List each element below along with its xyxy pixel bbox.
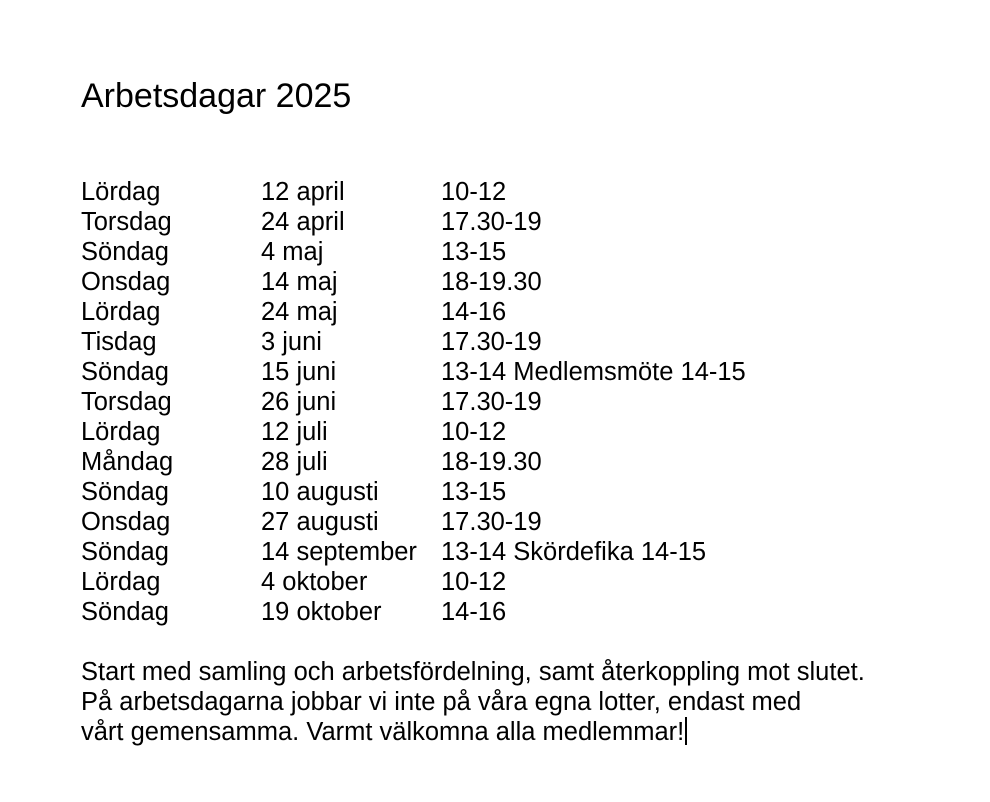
schedule-day: Lördag — [81, 298, 161, 326]
schedule-date: 15 juni — [261, 358, 337, 386]
schedule-day: Söndag — [81, 538, 169, 566]
schedule-day: Onsdag — [81, 508, 171, 536]
schedule-time: 18-19.30 — [441, 268, 542, 296]
schedule-date: 14 september — [261, 538, 417, 566]
schedule-day: Torsdag — [81, 208, 172, 236]
schedule-date: 19 oktober — [261, 598, 382, 626]
schedule-time: 17.30-19 — [441, 208, 542, 236]
footer-paragraph — [81, 657, 865, 747]
schedule-date: 4 oktober — [261, 568, 368, 596]
document-title: Arbetsdagar 2025 — [81, 77, 352, 115]
schedule-date: 3 juni — [261, 328, 322, 356]
schedule-time: 18-19.30 — [441, 448, 542, 476]
schedule-day: Lördag — [81, 418, 161, 446]
schedule-day: Torsdag — [81, 388, 172, 416]
schedule-date: 12 juli — [261, 418, 328, 446]
schedule-date: 12 april — [261, 178, 345, 206]
schedule-day: Lördag — [81, 568, 161, 596]
footer-line: Start med samling och arbetsfördelning, samt återkoppling mot slutet. — [81, 658, 865, 686]
schedule-time: 13-15 — [441, 238, 507, 266]
schedule-date: 24 maj — [261, 298, 338, 326]
footer-line: På arbetsdagarna jobbar vi inte på våra egna lotter, endast med — [81, 688, 802, 716]
schedule-time: 17.30-19 — [441, 508, 542, 536]
schedule-day: Måndag — [81, 448, 174, 476]
schedule-day: Söndag — [81, 478, 169, 506]
schedule-day: Tisdag — [81, 328, 157, 356]
schedule-time: 13-14 Skördefika 14-15 — [441, 538, 707, 566]
schedule-date: 14 maj — [261, 268, 338, 296]
schedule-time: 13-15 — [441, 478, 507, 506]
schedule-time: 13-14 Medlemsmöte 14-15 — [441, 358, 746, 386]
schedule-day: Söndag — [81, 358, 169, 386]
schedule-date: 24 april — [261, 208, 345, 236]
schedule-date: 26 juni — [261, 388, 337, 416]
schedule-date: 10 augusti — [261, 478, 379, 506]
schedule-time: 10-12 — [441, 568, 507, 596]
schedule-day: Söndag — [81, 238, 169, 266]
schedule-time: 17.30-19 — [441, 328, 542, 356]
schedule-time: 10-12 — [441, 178, 507, 206]
schedule-day: Onsdag — [81, 268, 171, 296]
footer-line-last — [81, 717, 865, 747]
text-cursor — [685, 717, 687, 745]
footer-line-text: vårt gemensamma. Varmt välkomna alla medlemmar! — [81, 718, 685, 746]
schedule-time: 14-16 — [441, 598, 507, 626]
schedule-date: 27 augusti — [261, 508, 379, 536]
schedule-day: Lördag — [81, 178, 161, 206]
schedule-date: 28 juli — [261, 448, 328, 476]
schedule-day: Söndag — [81, 598, 169, 626]
schedule-time: 17.30-19 — [441, 388, 542, 416]
schedule-date: 4 maj — [261, 238, 324, 266]
schedule-time: 14-16 — [441, 298, 507, 326]
schedule-time: 10-12 — [441, 418, 507, 446]
